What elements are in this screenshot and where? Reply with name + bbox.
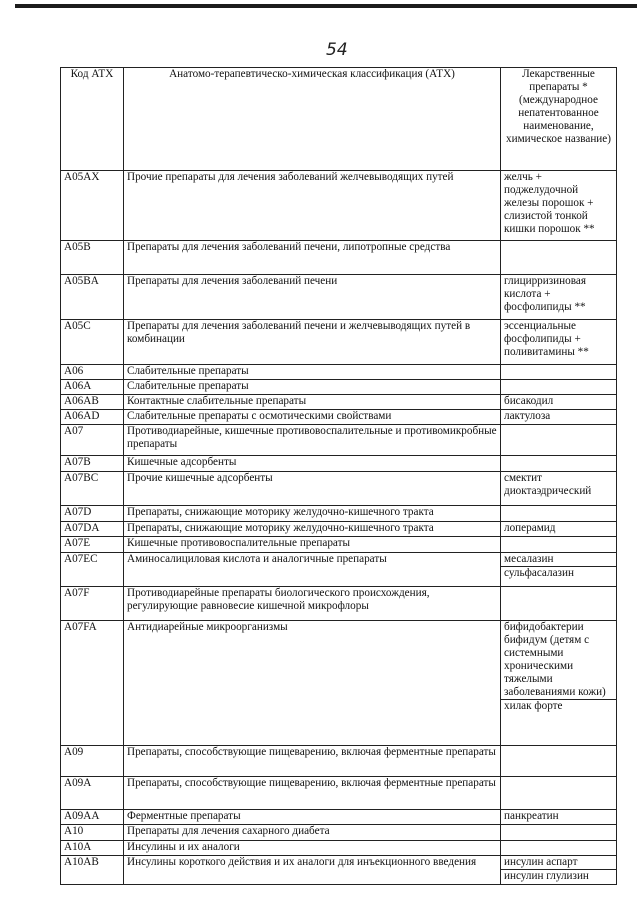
table-row	[61, 275, 617, 320]
drug-cell	[501, 365, 617, 380]
atc-code-cell: A09AA	[61, 810, 124, 825]
classification-cell: Противодиарейные препараты биологического происхождения, регулирующие равновесие кишечной микрофлоры	[124, 587, 501, 621]
drug-cell	[501, 171, 617, 241]
drug-name: бисакодил	[504, 395, 554, 407]
table-row	[61, 553, 617, 587]
table-row	[61, 472, 617, 506]
atc-code-cell: A10	[61, 825, 124, 841]
classification-cell: Аминосалициловая кислота и аналогичные препараты	[124, 553, 501, 587]
drug-cell	[501, 553, 617, 587]
atc-code-cell: A10AB	[61, 856, 124, 885]
classification-cell: Слабительные препараты	[124, 365, 501, 380]
table-row	[61, 506, 617, 522]
atc-code-cell: A07E	[61, 537, 124, 553]
table-row	[61, 456, 617, 472]
drug-cell	[501, 456, 617, 472]
drug-name: эссенциальные фосфолипиды + поливитамины **	[504, 320, 589, 358]
drug-cell	[501, 537, 617, 553]
classification-cell: Препараты для лечения сахарного диабета	[124, 825, 501, 841]
classification-cell: Кишечные адсорбенты	[124, 456, 501, 472]
drug-cell	[501, 856, 617, 885]
drug-cell	[501, 746, 617, 777]
classification-cell: Кишечные противовоспалительные препараты	[124, 537, 501, 553]
atc-code-cell: A10A	[61, 841, 124, 856]
header-drugs: Лекарственные препараты * (международное непатентованное наименование, химическое название)	[501, 68, 617, 171]
drug-name: лактулоза	[504, 410, 551, 422]
table-row	[61, 777, 617, 810]
table-row	[61, 320, 617, 365]
drug-cell	[501, 472, 617, 506]
drug-cell	[501, 825, 617, 841]
top-border-line	[15, 4, 637, 8]
drug-name: лоперамид	[504, 522, 556, 534]
drug-name: бифидобактерии бифидум (детям с системными хроническими тяжелыми заболеваниями кожи)	[504, 621, 606, 698]
atc-code-cell: A06	[61, 365, 124, 380]
drug-cell	[501, 275, 617, 320]
atc-code-cell: A05C	[61, 320, 124, 365]
table-row	[61, 522, 617, 537]
classification-cell: Слабительные препараты	[124, 380, 501, 395]
drug-cell	[501, 241, 617, 275]
table-row	[61, 395, 617, 410]
atc-code-cell: A05BA	[61, 275, 124, 320]
header-code: Код АТХ	[61, 68, 124, 171]
atc-code-cell: A05AX	[61, 171, 124, 241]
table-row	[61, 841, 617, 856]
drug-cell	[501, 587, 617, 621]
classification-cell: Препараты, способствующие пищеварению, включая ферментные препараты	[124, 746, 501, 777]
atc-code-cell: A05B	[61, 241, 124, 275]
drug-cell	[501, 506, 617, 522]
drug-cell	[501, 777, 617, 810]
table-row	[61, 380, 617, 395]
classification-cell: Инсулины и их аналоги	[124, 841, 501, 856]
table-row	[61, 856, 617, 885]
drug-name: смектит диоктаэдрический	[504, 472, 592, 497]
drug-cell	[501, 522, 617, 537]
table-row	[61, 425, 617, 456]
drug-cell	[501, 395, 617, 410]
atc-code-cell: A09A	[61, 777, 124, 810]
classification-cell: Слабительные препараты с осмотическими свойствами	[124, 410, 501, 425]
drug-name: месалазин	[504, 553, 554, 565]
header-classification: Анатомо-терапевтическо-химическая классификация (АТХ)	[124, 68, 501, 171]
table-row	[61, 587, 617, 621]
atc-code-cell: A09	[61, 746, 124, 777]
drug-name: глицирризиновая кислота + фосфолипиды **	[504, 275, 586, 313]
atc-code-cell: A06AB	[61, 395, 124, 410]
atc-code-cell: A07	[61, 425, 124, 456]
drug-name: панкреатин	[504, 810, 559, 822]
drug-cell	[501, 320, 617, 365]
atc-code-cell: A07FA	[61, 621, 124, 746]
drug-name: сульфасалазин	[501, 566, 616, 580]
classification-cell: Прочие препараты для лечения заболеваний желчевыводящих путей	[124, 171, 501, 241]
table-row	[61, 537, 617, 553]
table-row	[61, 171, 617, 241]
classification-cell: Препараты, снижающие моторику желудочно-кишечного тракта	[124, 506, 501, 522]
atc-code-cell: A07DA	[61, 522, 124, 537]
table-row	[61, 410, 617, 425]
drug-cell	[501, 810, 617, 825]
table-row	[61, 746, 617, 777]
table-row	[61, 241, 617, 275]
table-row	[61, 365, 617, 380]
atc-code-cell: A07B	[61, 456, 124, 472]
classification-cell: Ферментные препараты	[124, 810, 501, 825]
atc-code-cell: A06A	[61, 380, 124, 395]
atc-code-cell: A07F	[61, 587, 124, 621]
drug-cell	[501, 425, 617, 456]
atc-table	[60, 67, 617, 885]
drug-name: хилак форте	[501, 699, 616, 713]
drug-name: желчь + поджелудочной железы порошок + слизистой тонкой кишки порошок **	[504, 171, 595, 235]
table-row	[61, 621, 617, 746]
classification-cell: Препараты для лечения заболеваний печени	[124, 275, 501, 320]
classification-cell: Прочие кишечные адсорбенты	[124, 472, 501, 506]
classification-cell: Препараты, снижающие моторику желудочно-кишечного тракта	[124, 522, 501, 537]
classification-cell: Препараты для лечения заболеваний печени, липотропные средства	[124, 241, 501, 275]
drug-cell	[501, 621, 617, 746]
drug-cell	[501, 410, 617, 425]
classification-cell: Противодиарейные, кишечные противовоспалительные и противомикробные препараты	[124, 425, 501, 456]
page-number: 54	[326, 40, 348, 60]
classification-cell: Антидиарейные микроорганизмы	[124, 621, 501, 746]
drug-cell	[501, 380, 617, 395]
table-header-row	[61, 68, 617, 171]
table-row	[61, 825, 617, 841]
atc-code-cell: A07EC	[61, 553, 124, 587]
drug-cell	[501, 841, 617, 856]
classification-cell: Инсулины короткого действия и их аналоги для инъекционного введения	[124, 856, 501, 885]
table-row	[61, 810, 617, 825]
classification-cell: Препараты, способствующие пищеварению, включая ферментные препараты	[124, 777, 501, 810]
atc-code-cell: A07BC	[61, 472, 124, 506]
drug-name: инсулин глулизин	[501, 869, 616, 883]
atc-code-cell: A06AD	[61, 410, 124, 425]
drug-name: инсулин аспарт	[504, 856, 578, 868]
classification-cell: Препараты для лечения заболеваний печени и желчевыводящих путей в комбинации	[124, 320, 501, 365]
classification-cell: Контактные слабительные препараты	[124, 395, 501, 410]
atc-code-cell: A07D	[61, 506, 124, 522]
